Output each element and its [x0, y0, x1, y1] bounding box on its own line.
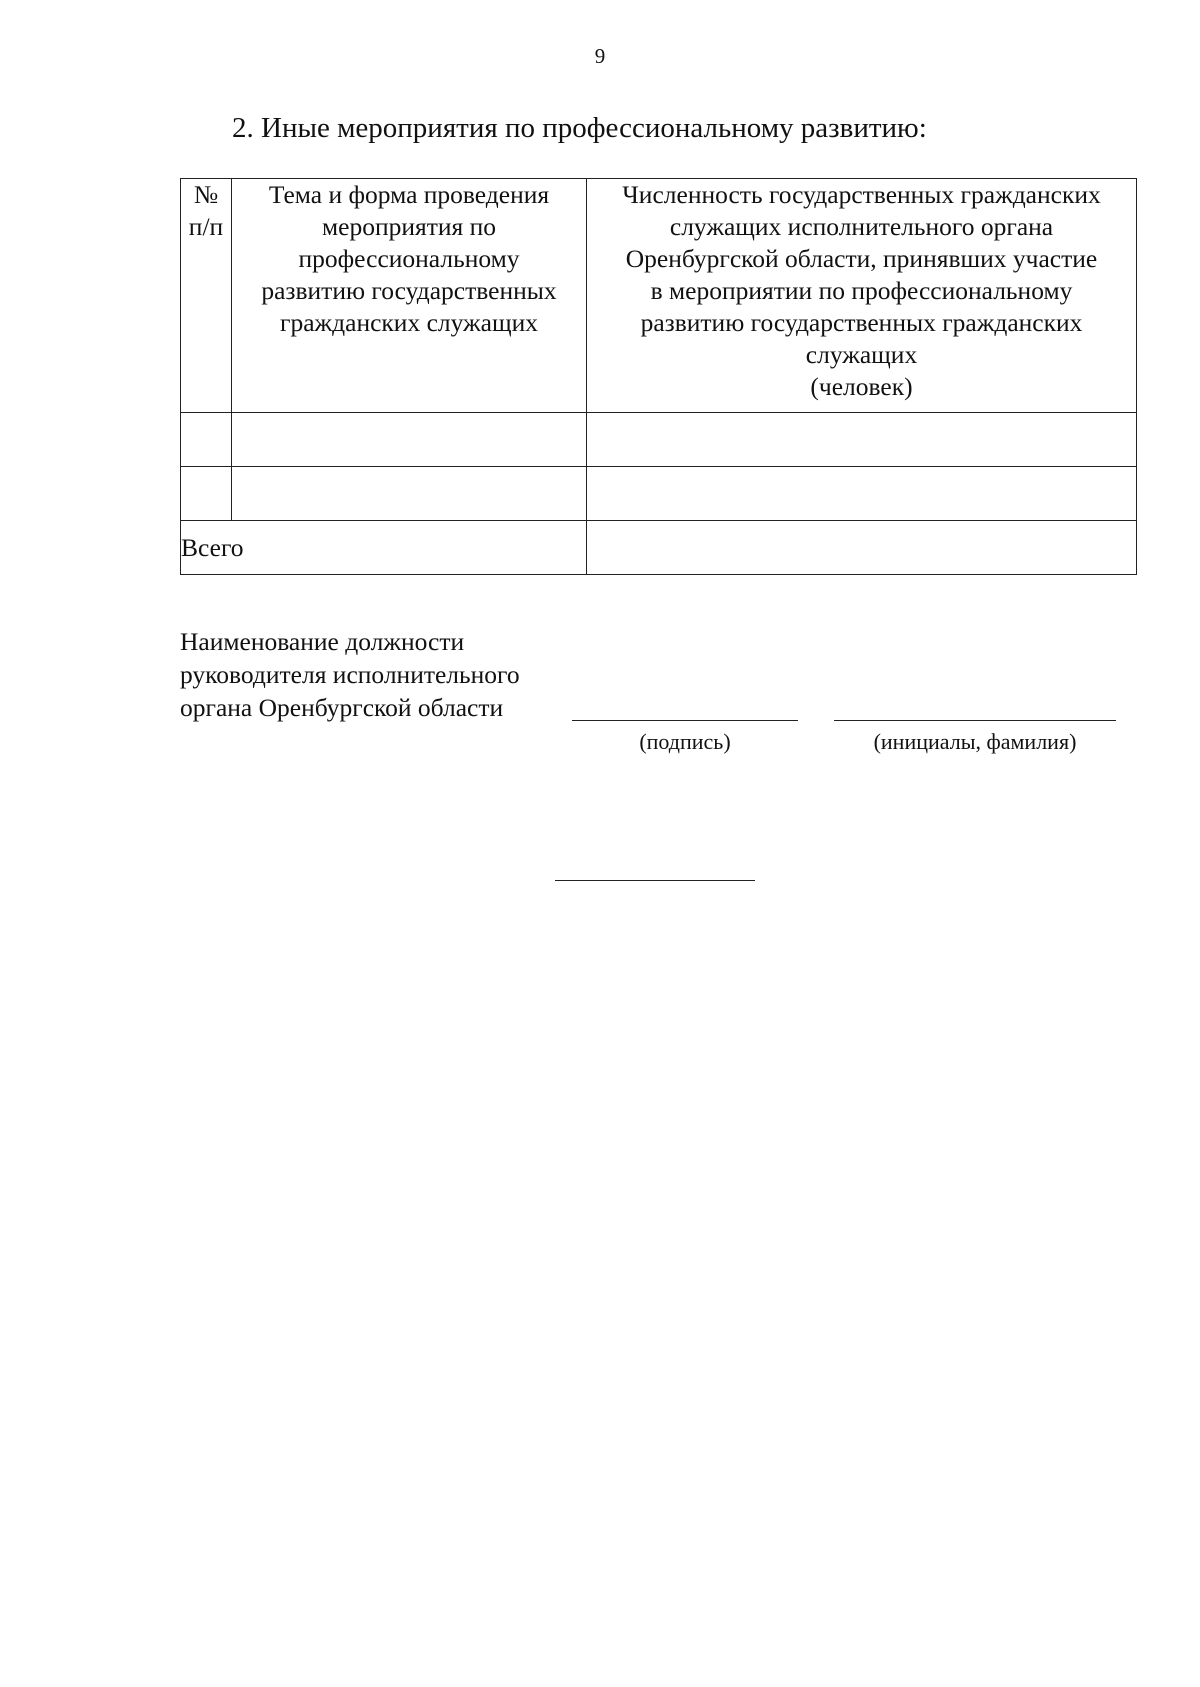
events-table	[180, 178, 1137, 575]
header-count-line: Оренбургской области, принявших участие	[625, 244, 1098, 273]
header-number-line: №	[193, 180, 219, 209]
header-topic-line: Тема и форма проведения	[268, 180, 550, 209]
header-number	[181, 179, 232, 413]
table-row	[181, 413, 1137, 467]
total-value[interactable]	[587, 521, 1137, 575]
cell-count[interactable]	[587, 467, 1137, 521]
total-row	[181, 521, 1137, 575]
section-heading: 2. Иные мероприятия по профессиональному развитию:	[232, 112, 927, 144]
signatory-position-line: руководителя исполнительного	[180, 660, 520, 689]
header-number-line: п/п	[188, 212, 224, 241]
cell-number[interactable]	[181, 467, 232, 521]
total-label: Всего	[181, 521, 587, 575]
header-count-line: служащих	[805, 340, 918, 369]
header-count-line: развитию государственных гражданских	[640, 308, 1083, 337]
cell-topic[interactable]	[232, 413, 587, 467]
header-count-line: служащих исполнительного органа	[669, 212, 1054, 241]
cell-topic[interactable]	[232, 467, 587, 521]
table-row	[181, 467, 1137, 521]
page-number: 9	[594, 44, 606, 68]
signature-caption: (подпись)	[639, 729, 731, 754]
header-count-line: (человек)	[810, 372, 913, 401]
header-count	[587, 179, 1137, 413]
cell-number[interactable]	[181, 413, 232, 467]
header-count-line: Численность государственных гражданских	[622, 180, 1101, 209]
header-topic-line: гражданских служащих	[280, 308, 538, 337]
signature-line[interactable]	[572, 720, 798, 721]
header-topic	[232, 179, 587, 413]
end-divider	[555, 880, 755, 881]
signatory-position-line: органа Оренбургской области	[180, 693, 504, 722]
cell-count[interactable]	[587, 413, 1137, 467]
header-topic-line: профессиональному	[298, 244, 520, 273]
header-count-line: в мероприятии по профессиональному	[650, 276, 1073, 305]
signatory-position	[180, 625, 520, 724]
initials-line[interactable]	[834, 720, 1116, 721]
table-header-row	[181, 179, 1137, 413]
header-topic-line: мероприятия по	[321, 212, 497, 241]
signatory-position-line: Наименование должности	[180, 627, 465, 656]
initials-caption: (инициалы, фамилия)	[873, 729, 1077, 754]
header-topic-line: развитию государственных	[261, 276, 557, 305]
